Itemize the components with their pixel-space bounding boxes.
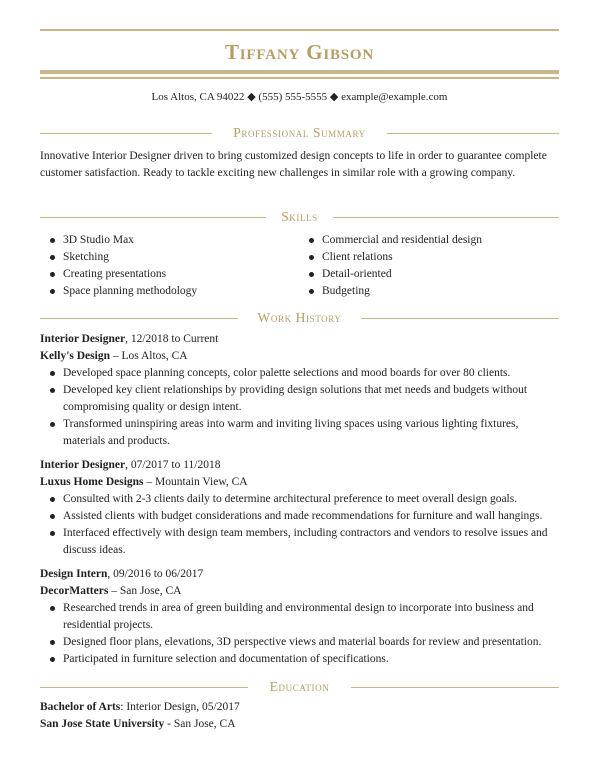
contact-email: example@example.com	[341, 91, 448, 103]
job-company: Luxus Home Designs	[40, 476, 144, 488]
list-item: Detail-oriented	[299, 266, 482, 283]
heading-rule-right	[333, 217, 559, 218]
section-title: Skills	[281, 209, 318, 224]
list-item: 3D Studio Max	[40, 232, 197, 249]
list-item: Developed key client relationships by providing design solutions that met needs and budgets without compromising quality or design intent.	[40, 382, 559, 416]
education-school: San Jose State University	[40, 718, 165, 730]
skills-column-right	[299, 232, 482, 300]
diamond-icon: ◆	[247, 91, 256, 103]
job-entry	[40, 457, 559, 559]
job-company: DecorMatters	[40, 585, 109, 597]
heading-rule-right	[351, 687, 559, 688]
job-bullets	[40, 491, 559, 559]
job-dates: , 12/2018 to Current	[125, 333, 219, 345]
section-heading-work	[40, 310, 559, 326]
education-degree-line	[40, 699, 559, 716]
heading-rule-right	[361, 318, 559, 319]
list-item: Creating presentations	[40, 266, 197, 283]
job-bullets	[40, 600, 559, 668]
summary-text: Innovative Interior Designer driven to bring customized design concepts to life in order to guarantee complete customer satisfaction. Ready to tackle exciting new challenges in similar role with a growing company.	[40, 150, 547, 179]
name-rule-thin	[40, 77, 559, 79]
job-company-line	[40, 474, 559, 491]
job-dates: , 07/2017 to 11/2018	[125, 459, 221, 471]
section-title: Work History	[257, 310, 342, 325]
heading-rule-right	[387, 133, 559, 134]
education-school-line	[40, 716, 559, 733]
education-location: - San Jose, CA	[164, 718, 236, 730]
name-rule-thick	[40, 70, 559, 74]
job-title-line	[40, 331, 559, 348]
section-title: Professional Summary	[233, 125, 366, 140]
list-item: Assisted clients with budget considerations and made recommendations for furniture and wall hangings.	[40, 508, 559, 525]
list-item: Interfaced effectively with design team members, including contractors and vendors to resolve issues and discuss ideas.	[40, 525, 559, 559]
job-company: Kelly's Design	[40, 350, 110, 362]
job-title: Interior Designer	[40, 459, 126, 471]
list-item: Space planning methodology	[40, 283, 197, 300]
education-field: : Interior Design, 05/2017	[120, 701, 240, 713]
job-title: Design Intern	[40, 568, 108, 580]
top-rule	[40, 29, 559, 31]
list-item: Consulted with 2-3 clients daily to determine architectural preference to meet overall design goals.	[40, 491, 559, 508]
education-degree: Bachelor of Arts	[40, 701, 121, 713]
job-title-line	[40, 566, 559, 583]
job-location: – Mountain View, CA	[143, 476, 248, 488]
list-item: Budgeting	[299, 283, 482, 300]
job-location: – Los Altos, CA	[109, 350, 188, 362]
list-item: Commercial and residential design	[299, 232, 482, 249]
section-heading-summary	[40, 125, 559, 141]
list-item: Researched trends in area of green building and environmental design to incorporate into business and residential projects.	[40, 600, 559, 634]
contact-location: Los Altos, CA 94022	[151, 91, 245, 103]
job-entry	[40, 331, 559, 450]
job-dates: , 09/2016 to 06/2017	[107, 568, 204, 580]
job-title-line	[40, 457, 559, 474]
list-item: Sketching	[40, 249, 197, 266]
list-item: Client relations	[299, 249, 482, 266]
contact-phone: (555) 555-5555	[258, 91, 328, 103]
job-location: – San Jose, CA	[108, 585, 182, 597]
list-item: Developed space planning concepts, color palette selections and mood boards for over 80 clients.	[40, 365, 559, 382]
job-company-line	[40, 348, 559, 365]
contact-line	[40, 89, 559, 105]
section-title: Education	[269, 679, 330, 694]
job-title: Interior Designer	[40, 333, 126, 345]
job-bullets	[40, 365, 559, 450]
list-item: Participated in furniture selection and documentation of specifications.	[40, 651, 559, 668]
job-entry	[40, 566, 559, 668]
list-item: Designed floor plans, elevations, 3D perspective views and material boards for review and presentation.	[40, 634, 559, 651]
section-heading-skills	[40, 209, 559, 225]
list-item: Transformed uninspiring areas into warm and inviting living spaces using various lighting fixtures, materials and products.	[40, 416, 559, 450]
section-heading-education	[40, 679, 559, 695]
education-entry	[40, 699, 559, 733]
job-company-line	[40, 583, 559, 600]
candidate-name: Tiffany Gibson	[224, 40, 375, 64]
skills-column-left	[40, 232, 197, 300]
diamond-icon: ◆	[329, 91, 339, 103]
